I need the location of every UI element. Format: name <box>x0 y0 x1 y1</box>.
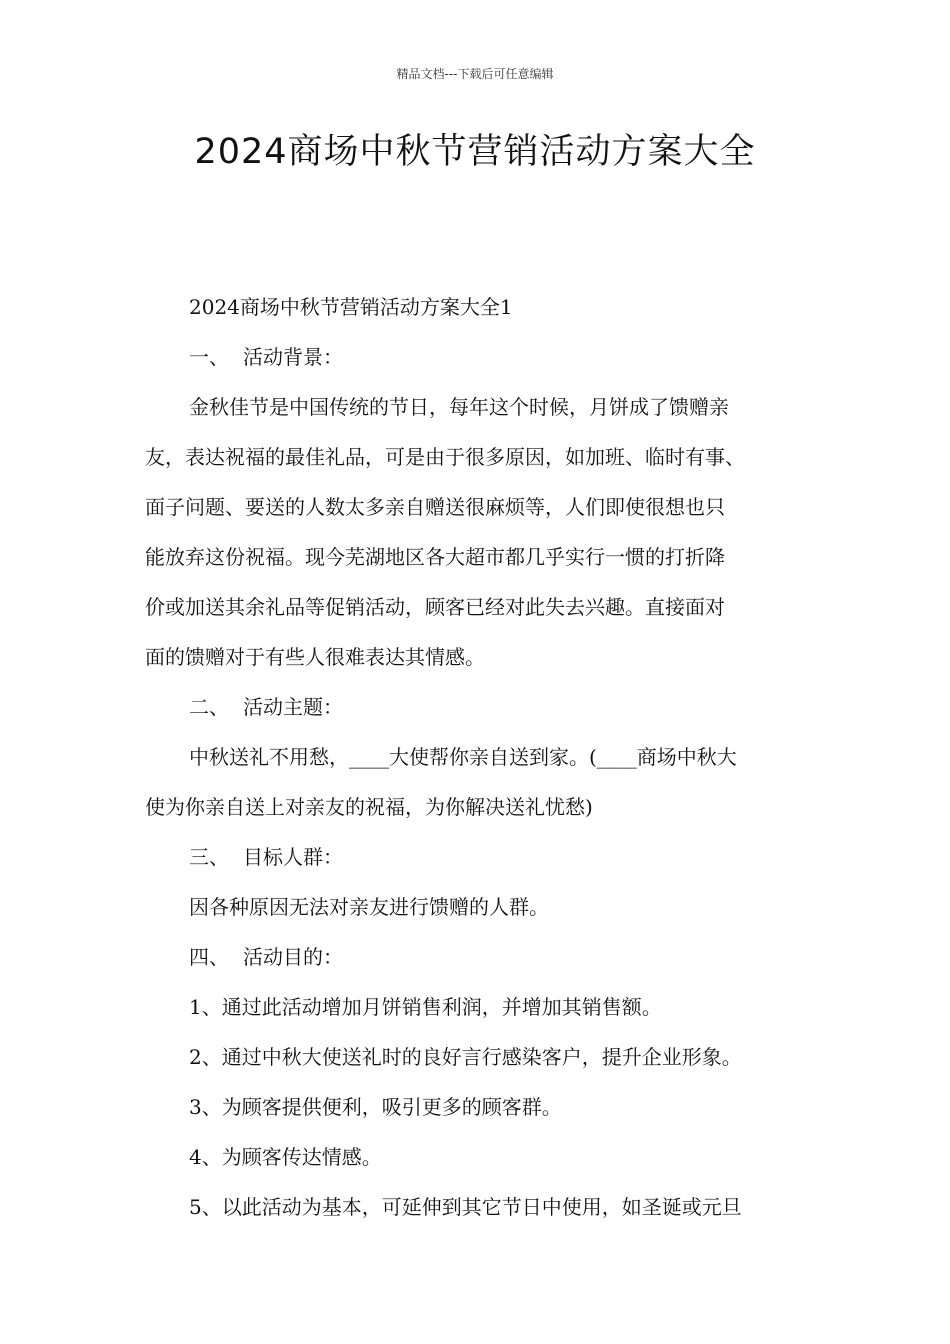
paragraph-line: 因各种原因无法对亲友进行馈赠的人群。 <box>189 895 549 919</box>
section-label: 活动主题： <box>243 695 343 719</box>
document-title: 2024商场中秋节营销活动方案大全 <box>194 132 756 172</box>
list-item: 2、通过中秋大使送礼时的良好言行感染客户，提升企业形象。 <box>189 1045 742 1069</box>
section-heading-4 <box>145 932 821 982</box>
section-subtitle: 2024商场中秋节营销活动方案大全1 <box>189 295 513 319</box>
list-item: 3、为顾客提供便利，吸引更多的顾客群。 <box>189 1095 562 1119</box>
paragraph-line: 面的馈赠对于有些人很难表达其情感。 <box>145 645 485 669</box>
section-label: 目标人群： <box>243 845 343 869</box>
section-number: 一、 <box>189 345 229 369</box>
section-number: 四、 <box>189 945 229 969</box>
paragraph-line: 使为你亲自送上对亲友的祝福，为你解决送礼忧愁) <box>145 795 593 819</box>
paragraph-line: 能放弃这份祝福。现今芜湖地区各大超市都几乎实行一惯的打折降 <box>145 545 725 569</box>
paragraph-line: 面子问题、要送的人数太多亲自赠送很麻烦等，人们即使很想也只 <box>145 495 725 519</box>
section-label: 活动目的： <box>243 945 343 969</box>
paragraph-line: 金秋佳节是中国传统的节日，每年这个时候，月饼成了馈赠亲 <box>189 395 729 419</box>
document-body <box>145 282 821 1232</box>
paragraph-line: 价或加送其余礼品等促销活动，顾客已经对此失去兴趣。直接面对 <box>145 595 725 619</box>
section-number: 三、 <box>189 845 229 869</box>
list-item: 1、通过此活动增加月饼销售利润，并增加其销售额。 <box>189 995 662 1019</box>
section-heading-3 <box>145 832 821 882</box>
paragraph-line: 中秋送礼不用愁，____大使帮你亲自送到家。(____商场中秋大 <box>189 745 737 769</box>
section-heading-1 <box>145 332 821 382</box>
list-item: 5、以此活动为基本，可延伸到其它节日中使用，如圣诞或元旦 <box>189 1195 742 1219</box>
paragraph-line: 友，表达祝福的最佳礼品，可是由于很多原因，如加班、临时有事、 <box>145 445 745 469</box>
header-note: 精品文档---下载后可任意编辑 <box>396 67 554 81</box>
list-item: 4、为顾客传达情感。 <box>189 1145 382 1169</box>
section-heading-2 <box>145 682 821 732</box>
section-label: 活动背景： <box>243 345 343 369</box>
section-number: 二、 <box>189 695 229 719</box>
